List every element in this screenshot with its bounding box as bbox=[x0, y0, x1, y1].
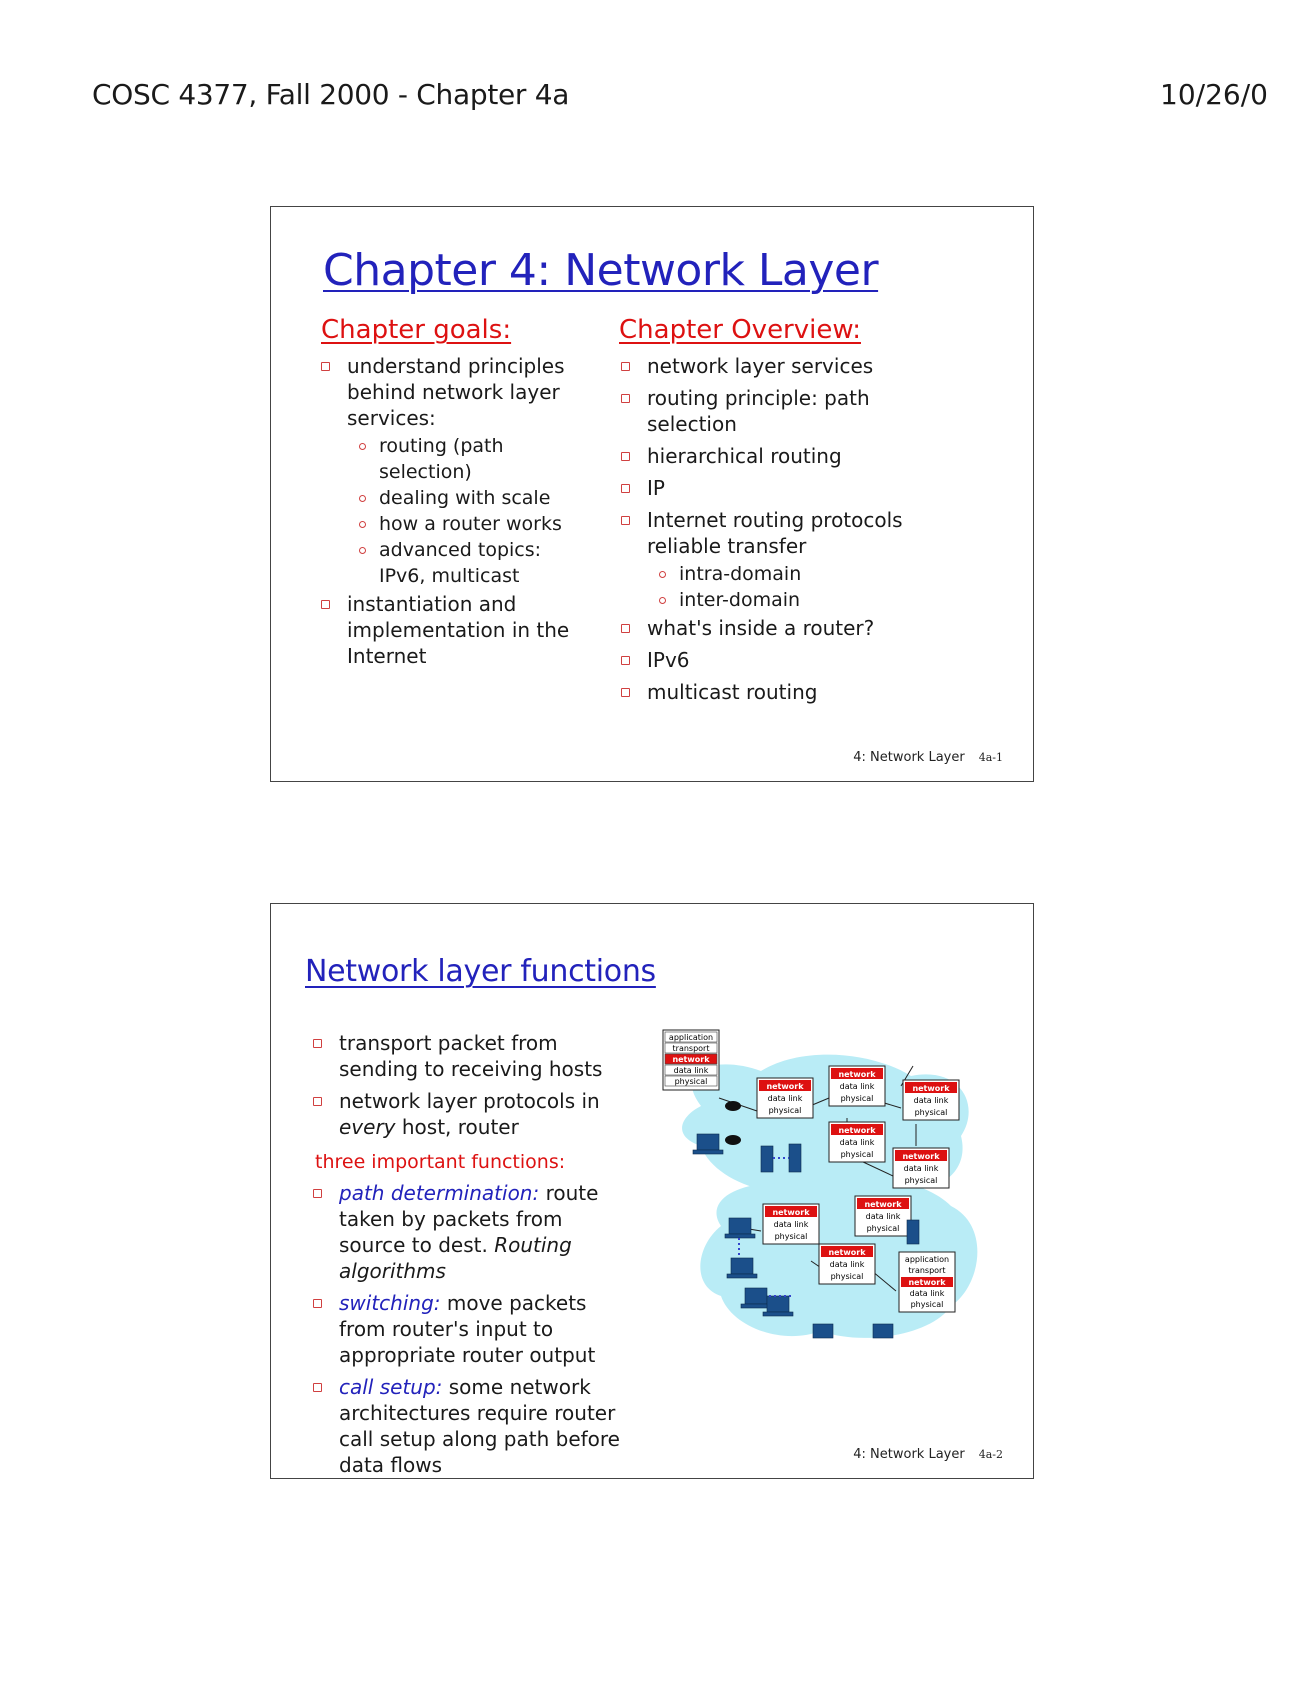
sub-list bbox=[647, 561, 917, 613]
stack-label: data link bbox=[903, 1164, 939, 1173]
list-item: advanced topics: IPv6, multicast bbox=[347, 537, 585, 589]
router-4 bbox=[829, 1122, 885, 1162]
stack-label: data link bbox=[839, 1138, 875, 1147]
server-icon bbox=[761, 1146, 773, 1172]
computer-icon bbox=[767, 1296, 789, 1312]
list-item: inter-domain bbox=[647, 587, 917, 613]
computer-icon-base bbox=[693, 1150, 723, 1154]
router-8 bbox=[819, 1244, 875, 1284]
bullet-icon bbox=[313, 1039, 322, 1048]
functions-heading: three important functions: bbox=[315, 1151, 566, 1173]
list-item: IP bbox=[617, 475, 917, 501]
stack-label: network bbox=[908, 1278, 946, 1287]
stack-label: physical bbox=[914, 1108, 948, 1117]
stack-label: data link bbox=[913, 1096, 949, 1105]
list-item: IPv6 bbox=[617, 647, 917, 673]
slide-title: Network layer functions bbox=[305, 954, 656, 989]
list-item: how a router works bbox=[347, 511, 585, 537]
stack-label: data link bbox=[773, 1220, 809, 1229]
document-date: 10/26/0 bbox=[1160, 78, 1268, 111]
page-number: 4a-1 bbox=[978, 751, 1003, 764]
slide-footer: 4: Network Layer 4a-2 bbox=[853, 1447, 1003, 1462]
slide-2 bbox=[270, 903, 1034, 1479]
stack-label: physical bbox=[910, 1300, 944, 1309]
computer-icon bbox=[697, 1134, 719, 1150]
bullet-icon bbox=[621, 362, 630, 371]
server-icon bbox=[789, 1144, 801, 1172]
list-item: switching: move packets from router's input to appropriate router output bbox=[309, 1290, 631, 1368]
stack-label: transport bbox=[908, 1266, 946, 1275]
stack-label: physical bbox=[904, 1176, 938, 1185]
stack-label: physical bbox=[774, 1232, 808, 1241]
stack-label: data link bbox=[829, 1260, 865, 1269]
computer-icon-base bbox=[727, 1274, 757, 1278]
bullet-icon bbox=[621, 624, 630, 633]
chapter-overview-list bbox=[617, 353, 917, 705]
document-title: COSC 4377, Fall 2000 - Chapter 4a bbox=[92, 78, 570, 111]
stack-label: transport bbox=[672, 1044, 710, 1053]
functions-list bbox=[309, 1180, 631, 1478]
phone-icon bbox=[725, 1101, 741, 1111]
computer-icon bbox=[729, 1218, 751, 1234]
stack-label: physical bbox=[840, 1150, 874, 1159]
router-2 bbox=[829, 1066, 885, 1106]
list-item: multicast routing bbox=[617, 679, 917, 705]
bullet-icon bbox=[321, 600, 330, 609]
bullet-icon bbox=[621, 656, 630, 665]
list-item: instantiation and implementation in the Internet bbox=[317, 591, 585, 669]
laptop-icon bbox=[813, 1324, 833, 1338]
sub-list bbox=[347, 433, 585, 589]
bullet-icon bbox=[621, 452, 630, 461]
slide-title: Chapter 4: Network Layer bbox=[323, 245, 879, 296]
host-stack-top bbox=[663, 1030, 719, 1090]
server-icon bbox=[907, 1220, 919, 1244]
stack-label: network bbox=[902, 1152, 940, 1161]
computer-icon-base bbox=[763, 1312, 793, 1316]
sub-bullet-icon bbox=[359, 443, 366, 450]
bullet-icon bbox=[621, 516, 630, 525]
laptop-icon bbox=[873, 1324, 893, 1338]
sub-bullet-icon bbox=[359, 521, 366, 528]
chapter-goals-heading: Chapter goals: bbox=[321, 315, 512, 345]
bullet-icon bbox=[621, 688, 630, 697]
host-stack-bottom bbox=[899, 1252, 955, 1312]
computer-icon bbox=[731, 1258, 753, 1274]
stack-label: data link bbox=[767, 1094, 803, 1103]
page-number: 4a-2 bbox=[978, 1448, 1003, 1461]
network-diagram bbox=[661, 1026, 993, 1366]
stack-label: network bbox=[912, 1084, 950, 1093]
bullet-icon bbox=[313, 1383, 322, 1392]
list-item: call setup: some network architectures require router call setup along path before data flows bbox=[309, 1374, 631, 1478]
list-item: transport packet from sending to receiving hosts bbox=[309, 1030, 609, 1082]
slide-1 bbox=[270, 206, 1034, 782]
stack-label: data link bbox=[909, 1289, 945, 1298]
list-item: routing principle: path selection bbox=[617, 385, 917, 437]
stack-label: data link bbox=[839, 1082, 875, 1091]
computer-icon bbox=[745, 1288, 767, 1304]
stack-label: network bbox=[772, 1208, 810, 1217]
list-item: network layer protocols in every host, router bbox=[309, 1088, 609, 1140]
bullet-icon bbox=[321, 362, 330, 371]
router-1 bbox=[757, 1078, 813, 1118]
router-3 bbox=[903, 1080, 959, 1120]
list-item: hierarchical routing bbox=[617, 443, 917, 469]
list-item: understand principles behind network layer services: routing (path selection) dealing with scale how a router works advanced topics: IPv6, multicast bbox=[317, 353, 585, 589]
sub-bullet-icon bbox=[659, 597, 666, 604]
list-item: dealing with scale bbox=[347, 485, 585, 511]
bullet-icon bbox=[621, 394, 630, 403]
bullet-icon bbox=[313, 1189, 322, 1198]
router-6 bbox=[855, 1196, 911, 1236]
intro-list bbox=[309, 1030, 609, 1140]
stack-label: data link bbox=[865, 1212, 901, 1221]
stack-label: network bbox=[766, 1082, 804, 1091]
list-item: routing (path selection) bbox=[347, 433, 585, 485]
list-item: intra-domain bbox=[647, 561, 917, 587]
stack-label: data link bbox=[673, 1066, 709, 1075]
stack-label: network bbox=[672, 1055, 710, 1064]
computer-icon-base bbox=[741, 1304, 771, 1308]
sub-bullet-icon bbox=[359, 495, 366, 502]
chapter-overview-heading: Chapter Overview: bbox=[619, 315, 861, 345]
stack-label: physical bbox=[674, 1077, 708, 1086]
bullet-icon bbox=[313, 1097, 322, 1106]
list-item: Internet routing protocols reliable transfer intra-domain inter-domain bbox=[617, 507, 917, 613]
stack-label: physical bbox=[768, 1106, 802, 1115]
list-item: path determination: route taken by packets from source to dest. Routing algorithms bbox=[309, 1180, 631, 1284]
stack-label: network bbox=[838, 1126, 876, 1135]
list-item: what's inside a router? bbox=[617, 615, 917, 641]
page-header bbox=[92, 78, 1306, 118]
router-5 bbox=[893, 1148, 949, 1188]
stack-label: network bbox=[838, 1070, 876, 1079]
stack-label: physical bbox=[840, 1094, 874, 1103]
sub-bullet-icon bbox=[659, 571, 666, 578]
stack-label: network bbox=[828, 1248, 866, 1257]
chapter-goals-list bbox=[317, 353, 585, 669]
stack-label: physical bbox=[830, 1272, 864, 1281]
computer-icon-base bbox=[725, 1234, 755, 1238]
bullet-icon bbox=[313, 1299, 322, 1308]
sub-bullet-icon bbox=[359, 547, 366, 554]
stack-label: application bbox=[904, 1255, 950, 1264]
bullet-icon bbox=[621, 484, 630, 493]
phone-icon bbox=[725, 1135, 741, 1145]
stack-label: physical bbox=[866, 1224, 900, 1233]
slide-footer: 4: Network Layer 4a-1 bbox=[853, 750, 1003, 765]
list-item: network layer services bbox=[617, 353, 917, 379]
router-7 bbox=[763, 1204, 819, 1244]
stack-label: network bbox=[864, 1200, 902, 1209]
stack-label: application bbox=[668, 1033, 714, 1042]
